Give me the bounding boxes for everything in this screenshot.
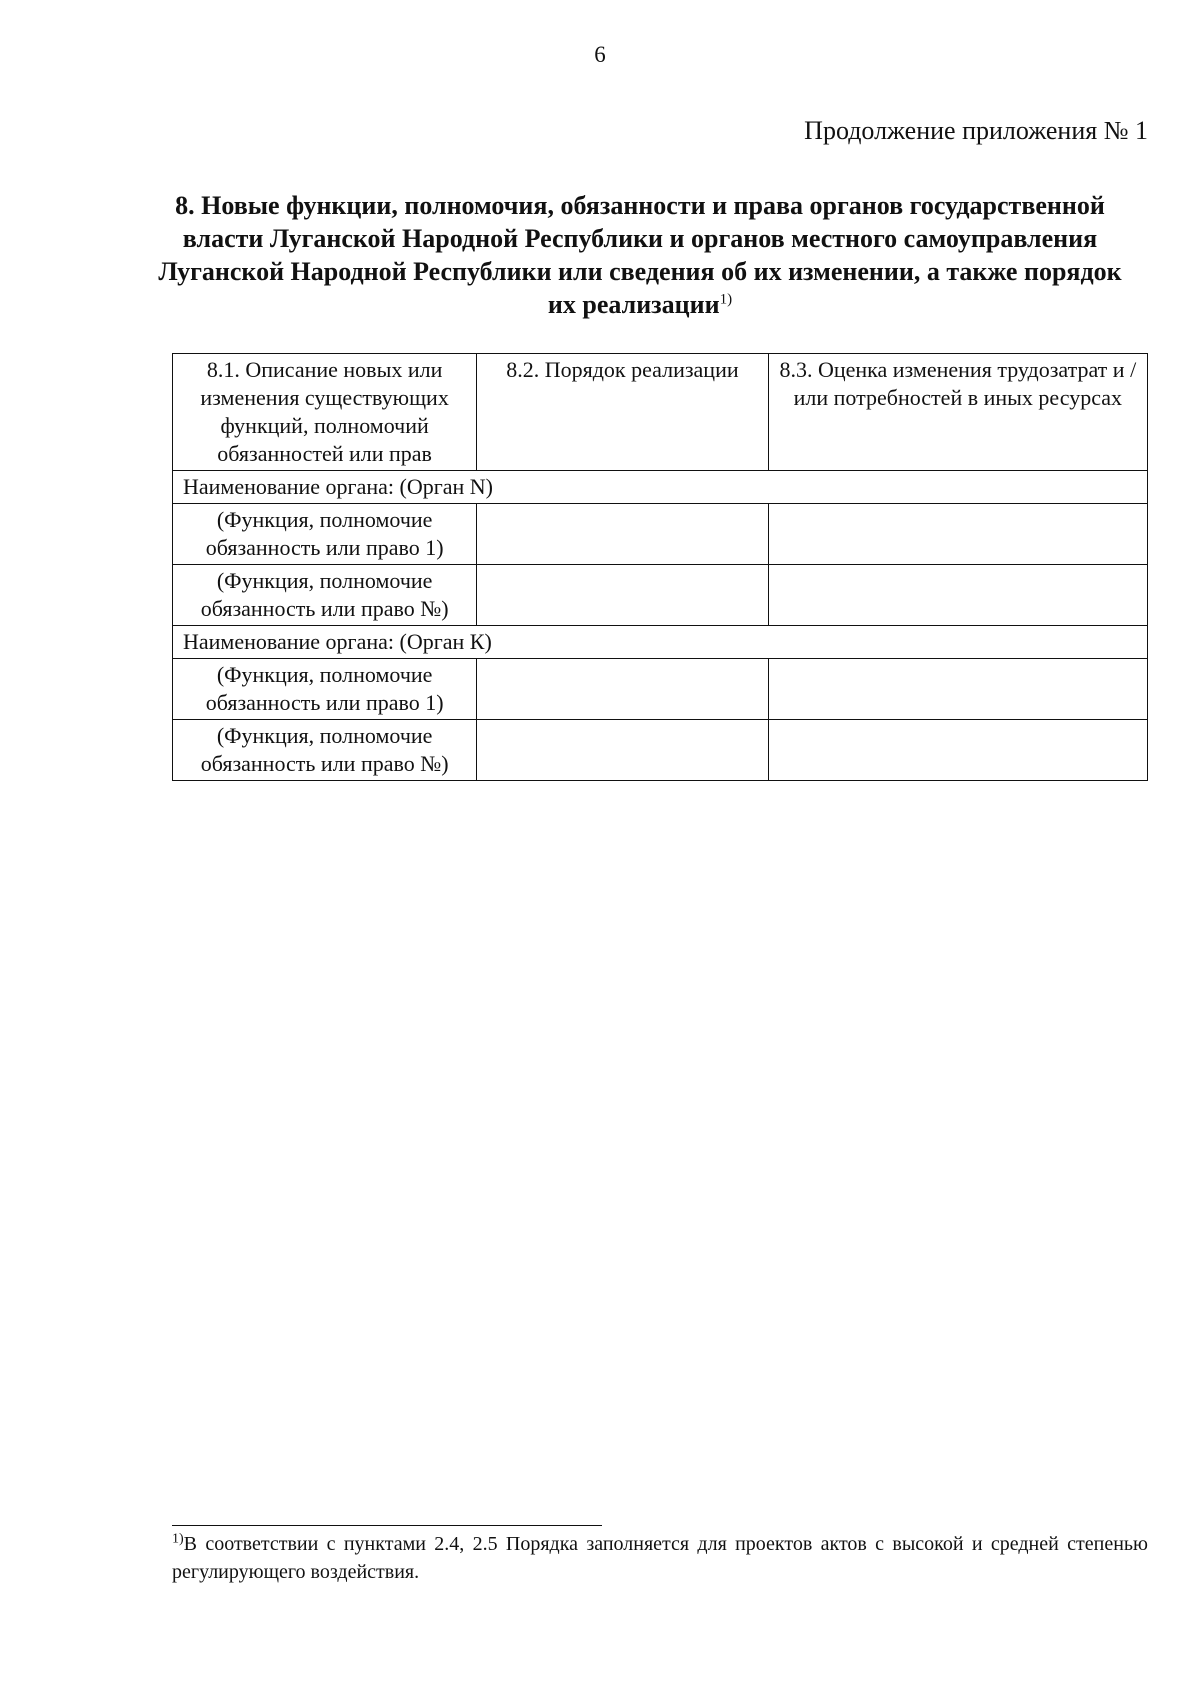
section-title xyxy=(150,189,1130,321)
assessment-cell xyxy=(768,565,1147,626)
function-cell: (Функция, полномочие обязанность или право 1) xyxy=(173,504,477,565)
function-cell: (Функция, полномочие обязанность или право 1) xyxy=(173,659,477,720)
footnote-mark: 1) xyxy=(172,1531,184,1547)
table-row xyxy=(173,565,1148,626)
section-title-footnote-mark: 1) xyxy=(719,291,733,308)
assessment-cell xyxy=(768,720,1147,781)
footnote xyxy=(172,1530,1148,1586)
page-number: 6 xyxy=(594,42,606,67)
organ-name-cell: Наименование органа: (Орган К) xyxy=(173,626,1148,659)
implementation-cell xyxy=(477,504,768,565)
appendix-note: Продолжение приложения № 1 xyxy=(804,116,1148,145)
organ-row xyxy=(173,471,1148,504)
implementation-cell xyxy=(477,565,768,626)
function-cell: (Функция, полномочие обязанность или право №) xyxy=(173,720,477,781)
assessment-cell xyxy=(768,659,1147,720)
footnote-text: В соответствии с пунктами 2.4, 2.5 Порядка заполняется для проектов актов с высокой и средней степенью регулирующего воздействия. xyxy=(172,1533,1148,1583)
table-row xyxy=(173,659,1148,720)
implementation-cell xyxy=(477,720,768,781)
assessment-cell xyxy=(768,504,1147,565)
header-cost-assessment: 8.3. Оценка изменения трудозатрат и / или потребностей в иных ресурсах xyxy=(768,354,1147,471)
implementation-cell xyxy=(477,659,768,720)
header-implementation-order: 8.2. Порядок реализации xyxy=(477,354,768,471)
functions-table xyxy=(172,353,1148,781)
table-row xyxy=(173,504,1148,565)
function-cell: (Функция, полномочие обязанность или право №) xyxy=(173,565,477,626)
footnote-divider xyxy=(172,1525,602,1526)
table-row xyxy=(173,720,1148,781)
organ-row xyxy=(173,626,1148,659)
header-description: 8.1. Описание новых или изменения существующих функций, полномочий обязанностей или прав xyxy=(173,354,477,471)
section-title-text: 8. Новые функции, полномочия, обязанности и права органов государственной власти Луганской Народной Республики и органов местного самоуправления Луганской Народной Республики или сведения об их изменении, а также порядок их реализации xyxy=(158,191,1122,319)
table-header-row xyxy=(173,354,1148,471)
organ-name-cell: Наименование органа: (Орган N) xyxy=(173,471,1148,504)
